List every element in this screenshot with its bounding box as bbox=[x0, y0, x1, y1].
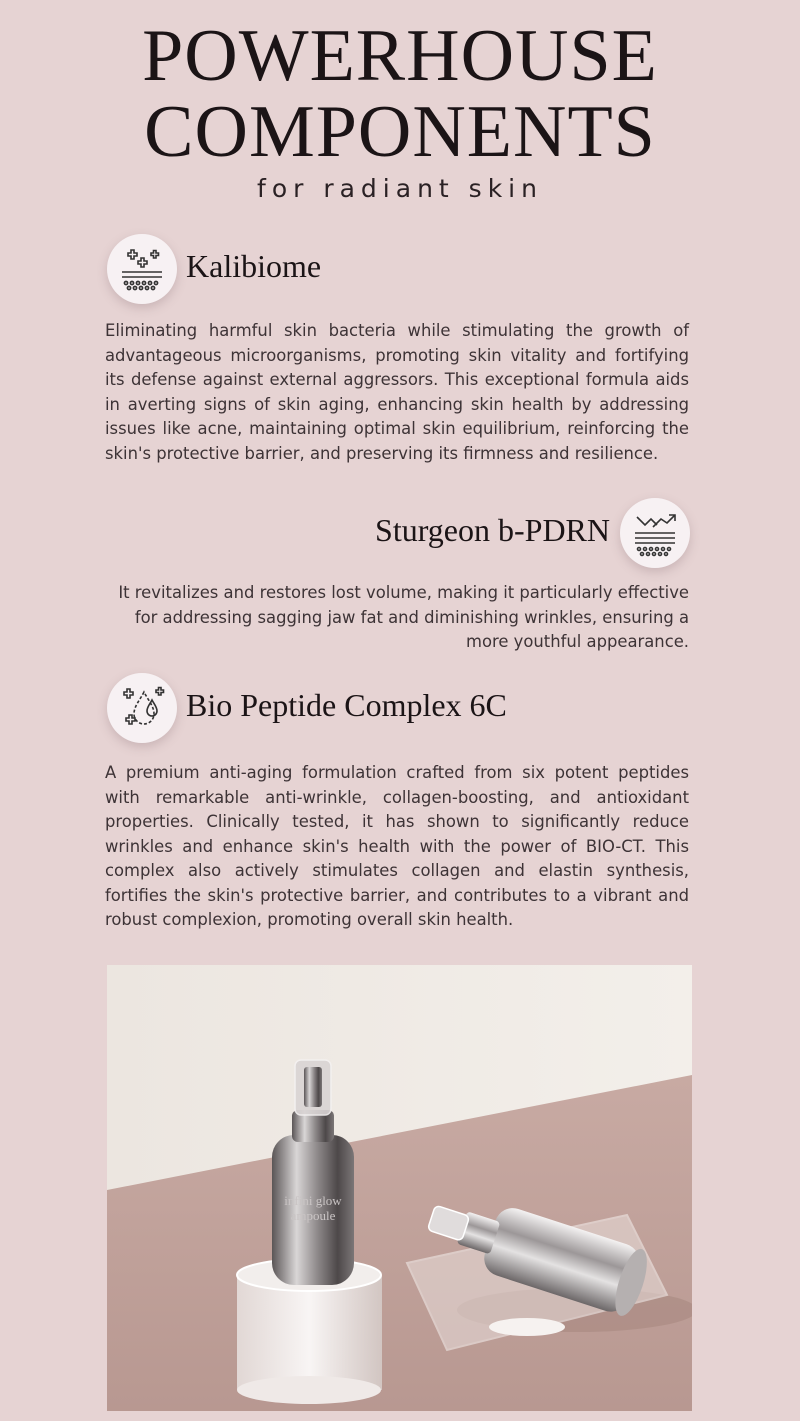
bottle-label-line-2: ampoule bbox=[290, 1208, 336, 1223]
bio-peptide-heading: Bio Peptide Complex 6C bbox=[186, 687, 507, 723]
skin-lift-arrows-icon bbox=[631, 509, 679, 557]
kalibiome-heading: Kalibiome bbox=[186, 248, 322, 284]
page-title-line-1: POWERHOUSE bbox=[142, 15, 658, 97]
droplet-plus-icon bbox=[118, 684, 166, 732]
sturgeon-pdrn-description: It revitalizes and restores lost volume, making it particularly effective for addressing sagging jaw fat and diminishing wrinkles, ensuring a more youthful appearance. bbox=[118, 583, 689, 651]
kalibiome-description: Eliminating harmful skin bacteria while stimulating the growth of advantageous microorganisms, promoting skin vitality and fortifying its defense against external aggressors. This exceptional formula aids in averting signs of skin aging, enhancing skin health by addressing issues like acne, maintaining optimal skin equilibrium, reinforcing the skin's protective barrier, and preserving its firmness and resilience. bbox=[105, 321, 689, 463]
bottle-label-line-1: infini glow bbox=[284, 1193, 342, 1208]
bio-peptide-description: A premium anti-aging formulation crafted from six potent peptides with remarkable anti-wrinkle, collagen-boosting, and antioxidant properties. Clinically tested, it has shown to significantly reduce wrinkles and enhance skin's health with the power of BIO-CT. This complex also actively stimulates collagen and elastin synthesis, fortifies the skin's protective barrier, and contributes to a vibrant and robust complexion, promoting overall skin health. bbox=[105, 763, 689, 929]
product-photo bbox=[107, 965, 692, 1411]
kalibiome-badge bbox=[107, 234, 177, 304]
bio-peptide-badge bbox=[107, 673, 177, 743]
page-title-line-2: COMPONENTS bbox=[144, 91, 656, 173]
page-subtitle: for radiant skin bbox=[257, 174, 543, 203]
sturgeon-pdrn-heading: Sturgeon b-PDRN bbox=[375, 512, 610, 548]
skin-layer-plus-icon bbox=[118, 245, 166, 293]
sturgeon-pdrn-badge bbox=[620, 498, 690, 568]
